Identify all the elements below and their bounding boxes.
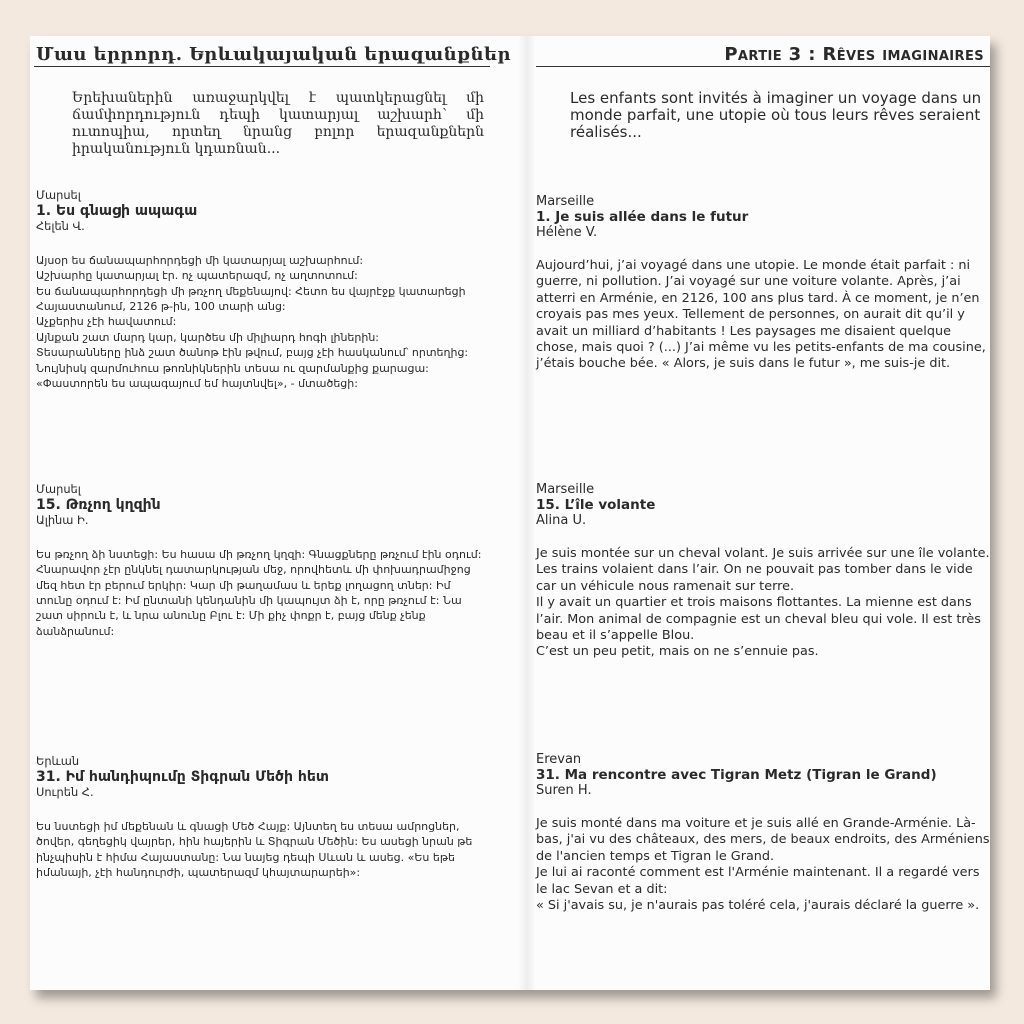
entry-author: Հելեն Վ. xyxy=(36,219,85,234)
right-entry-31 xyxy=(536,752,990,914)
entry-title: 31. Ma rencontre avec Tigran Metz (Tigran le Grand) xyxy=(536,767,937,783)
entry-city: Erevan xyxy=(536,752,582,767)
entry-paragraph: Աչքերիս չէի հավատում: xyxy=(36,315,177,329)
entry-body xyxy=(36,819,486,881)
entry-paragraph: Ես ճանապարհորդեցի մի թռչող մեքենայով: Հետո ես վայրէջք կատարեցի Հայաստանում, 2126 թ-ին, 100 տարի անց: xyxy=(36,284,466,314)
entry-city: Երևան xyxy=(36,754,80,768)
book-gutter xyxy=(518,36,536,990)
entry-title: 15. L’île volante xyxy=(536,497,656,513)
right-page-header: Partie 3 : Rêves imaginaires xyxy=(724,44,984,65)
entry-city: Մարսել xyxy=(36,482,81,496)
entry-title: 31. Իմ հանդիպումը Տիգրան Մեծի հետ xyxy=(36,769,329,786)
entry-paragraph: «Փաստորեն ես ապագայում եմ հայտնվել», - մտածեցի: xyxy=(36,377,358,391)
entry-title: 1. Je suis allée dans le futur xyxy=(536,209,749,225)
entry-body xyxy=(36,547,486,639)
entry-paragraph: Աշխարհը կատարյալ էր. ոչ պատերազմ, ոչ աղտոտում: xyxy=(36,269,358,283)
entry-title: 15. Թռչող կղզին xyxy=(36,497,161,514)
right-entry-15 xyxy=(536,482,990,661)
entry-paragraph: Տեսարանները ինձ շատ ծանոթ էին թվում, բայց չէի հասկանում՝ որտեղից: xyxy=(36,346,469,360)
left-page-header: Մաս երրորդ. Երևակայական երազանքներ xyxy=(36,44,511,65)
entry-author: Ալինա Ի. xyxy=(36,513,89,528)
right-page xyxy=(536,36,990,990)
right-header-rule xyxy=(536,66,990,67)
left-entry-31 xyxy=(36,754,486,880)
entry-author: Suren H. xyxy=(536,783,592,798)
left-page xyxy=(30,36,518,990)
entry-body xyxy=(36,253,486,392)
entry-body xyxy=(536,258,990,373)
entry-paragraph: Aujourd’hui, j’ai voyagé dans une utopie. Le monde était parfait : ni guerre, ni pollution. J’ai voyagé sur une voiture volante. Après, j’ai atterri en Arménie, en 2126, 100 ans plus tard. À ce moment, je n’en croyais pas mes yeux. Tellement de personnes, on aurait dit qu’il y avait un milliard d’habitants ! Les paysages me disaient quelque chose, mais quoi ? (...) J’ai même vu les petits-enfants de ma cousine, j’étais bouche bée. « Alors, je suis dans le futur », me suis-je dit. xyxy=(536,258,986,372)
entry-paragraph: C’est un peu petit, mais on ne s’ennuie pas. xyxy=(536,644,819,660)
entry-city: Marseille xyxy=(536,194,595,209)
entry-city: Մարսել xyxy=(36,188,81,202)
entry-paragraph: « Si j'avais su, je n'aurais pas toléré cela, j'aurais déclaré la guerre ». xyxy=(536,898,980,914)
entry-paragraph: Ես թռչող ձի նստեցի: Ես հասա մի թռչող կղզի: Գնացքները թռչում էին օդում: Հնարավոր չէր ընկնել դատարկության մեջ, որովհետև մի փոխադրամիջոց մեզ հետ էր բերում երկիր: Կար մի թաղամաս և երեք լողացող տներ: Իմ տունը օդում է: Իմ ընտանի կենդանին մի կապույտ ձի է, որը թռչում է: Նա շատ սիրուն է, և նրա անունը Բլու է: Մի քիչ փոքր է, բայց մենք չենք ձանձրանում: xyxy=(36,547,482,638)
entry-paragraph: Նույնիսկ զարմուհուս թոռնիկներին տեսա ու զարմանքից քարացա: xyxy=(36,361,429,375)
left-entry-15 xyxy=(36,482,486,639)
entry-paragraph: Այսօր ես ճանապարհորդեցի մի կատարյալ աշխարհում: xyxy=(36,253,364,267)
entry-paragraph: Il y avait un quartier et trois maisons flottantes. La mienne est dans l’air. Mon animal de compagnie est un cheval bleu qui vole. Il est très beau et il s’appelle Blou. xyxy=(536,595,981,644)
entry-paragraph: Je suis montée sur un cheval volant. Je suis arrivée sur une île volante. Les trains volaient dans l’air. On ne pouvait pas tomber dans le vide car un véhicule nous ramenait sur terre. xyxy=(536,546,990,594)
entry-author: Hélène V. xyxy=(536,225,598,240)
right-intro: Les enfants sont invités à imaginer un voyage dans un monde parfait, une utopie où tous leurs rêves seraient réalisés... xyxy=(570,89,982,141)
entry-paragraph: Ես նստեցի իմ մեքենան և գնացի Մեծ Հայք: Այնտեղ ես տեսա ամրոցներ, ծովեր, գեղեցիկ վայրեր, հին հայերին և Տիգրան Մեծին: Ես ասեցի նրան թե ինչպիսին է հիմա Հայաստանը: Նա նայեց դեպի Սևան և ասեց. «Ես եթե իմանայի, չէի հանդուրժի, պատերազմ կհայտարարեի»: xyxy=(36,819,473,880)
book-spread xyxy=(30,36,990,990)
entry-paragraph: Այնքան շատ մարդ կար, կարծես մի միլիարդ հոգի լիներին: xyxy=(36,330,380,344)
entry-author: Սուրեն Հ. xyxy=(36,785,94,800)
entry-body xyxy=(536,546,990,661)
left-header-rule xyxy=(34,66,490,67)
entry-city: Marseille xyxy=(536,482,595,497)
entry-title: 1. Ես գնացի ապագա xyxy=(36,203,198,220)
entry-paragraph: Je suis monté dans ma voiture et je suis allé en Grande-Arménie. Là-bas, j'ai vu des châteaux, des mers, de beaux endroits, des Arméniens de l'ancien temps et Tigran le Grand. xyxy=(536,816,990,864)
entry-paragraph: Je lui ai raconté comment est l'Arménie maintenant. Il a regardé vers le lac Sevan et a dit: xyxy=(536,865,980,897)
left-intro: Երեխաներին առաջարկվել է պատկերացնել մի ճամփորդություն դեպի կատարյալ աշխարհ՝ մի ուտոպիա, որտեղ նրանց բոլոր երազանքներն իրականություն կդառնան... xyxy=(72,90,484,157)
entry-author: Alina U. xyxy=(536,513,587,528)
left-entry-1 xyxy=(36,188,486,391)
right-entry-1 xyxy=(536,194,990,373)
entry-body xyxy=(536,816,990,914)
